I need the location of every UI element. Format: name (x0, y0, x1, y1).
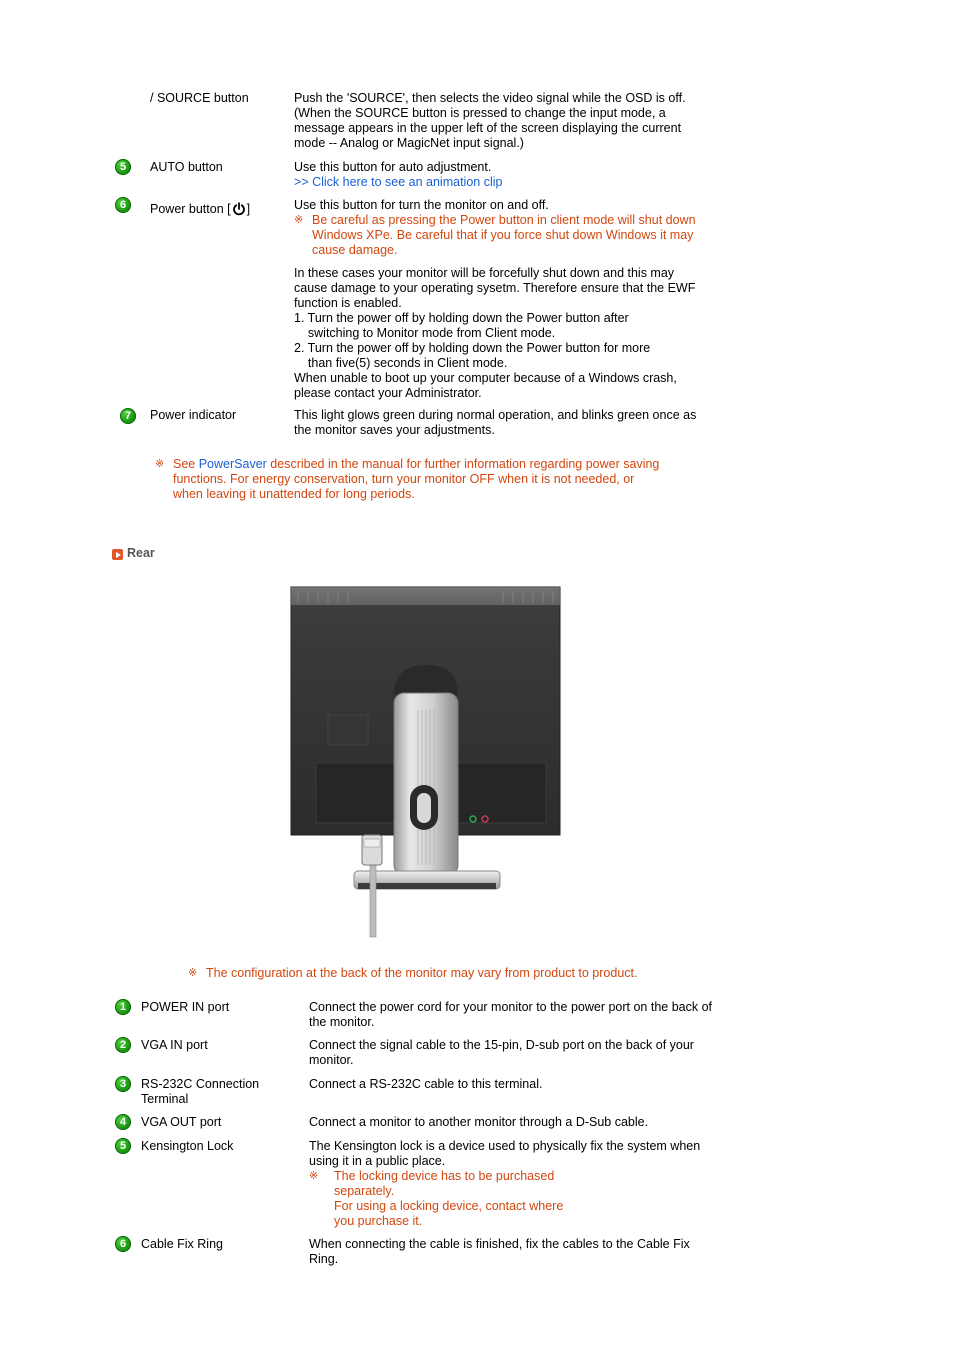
auto-button-label: AUTO button (150, 160, 223, 174)
vga-out-port-desc: Connect a monitor to another monitor through a D-Sub cable. (309, 1115, 649, 1129)
number-badge-4-icon: 4 (115, 1114, 131, 1130)
power-button-warning: ※ Be careful as pressing the Power button in client mode will shut down Windows XPe. Be careful that if you force shut down Windows it may cause damage. (294, 213, 696, 257)
rs232c-terminal-desc: Connect a RS-232C cable to this terminal. (309, 1077, 543, 1091)
power-button-label: Power button [ ] (150, 202, 251, 216)
powersaver-link[interactable]: PowerSaver (198, 457, 267, 471)
cable-fix-ring-label: Cable Fix Ring (141, 1237, 223, 1251)
note-mark-icon: ※ (188, 967, 198, 979)
number-badge-3-icon: 3 (115, 1076, 131, 1092)
source-button-label: / SOURCE button (150, 91, 249, 105)
number-badge-2-icon: 2 (115, 1037, 131, 1053)
vga-out-port-label: VGA OUT port (141, 1115, 222, 1129)
source-button-desc: Push the 'SOURCE', then selects the video signal while the OSD is off. (When the SOURCE button is pressed to change the input mode, a message appears in the upper left of the screen displaying the current mode -- Analog or MagicNet input signal.) (294, 91, 686, 150)
number-badge-1-icon: 1 (115, 999, 131, 1015)
note-mark-icon: ※ (155, 458, 165, 470)
rs232c-terminal-label: RS-232C Connection Terminal (141, 1077, 260, 1106)
power-button-extra: In these cases your monitor will be forcefully shut down and this may cause damage to your operating sysetm. Therefore ensure that the EWF function is enabled. 1. Turn the power off by holding down the Power button after switching to Monitor mode from Client mode. 2. Turn the power off by holding down the Power button for more than five(5) seconds in Client mode. When unable to boot up your computer because of a Windows crash, please contact your Administrator. (294, 266, 696, 400)
power-in-port-desc: Connect the power cord for your monitor to the power port on the back of the monitor. (309, 1000, 712, 1029)
rear-config-note: ※ The configuration at the back of the monitor may vary from product to product. (188, 966, 638, 980)
auto-button-desc: Use this button for auto adjustment. >> Click here to see an animation clip (294, 160, 734, 190)
power-indicator-label: Power indicator (150, 408, 237, 422)
monitor-rear-image (288, 585, 564, 940)
animation-clip-link[interactable]: >> Click here to see an animation clip (294, 175, 503, 189)
kensington-lock-warning: ※ The locking device has to be purchased separately. For using a locking device, contact where you purchase it. (309, 1169, 564, 1228)
vga-in-port-desc: Connect the signal cable to the 15-pin, D-sub port on the back of your monitor. (309, 1038, 694, 1067)
rear-section-title: Rear (127, 546, 155, 560)
kensington-lock-desc: The Kensington lock is a device used to physically fix the system when using it in a public place. (309, 1139, 701, 1168)
cable-fix-ring-desc: When connecting the cable is finished, fix the cables to the Cable Fix Ring. (309, 1237, 690, 1266)
number-badge-5-icon: 5 (115, 159, 131, 175)
number-badge-6-icon: 6 (115, 197, 131, 213)
power-button-desc: Use this button for turn the monitor on and off. (294, 198, 549, 212)
note-mark-icon: ※ (309, 1170, 319, 1182)
section-arrow-icon (112, 549, 123, 560)
powersaver-note: ※ See PowerSaver described in the manual for further information regarding power saving functions. For energy conservation, turn your monitor OFF when it is not needed, or when leaving it unattended for long periods. (155, 457, 660, 501)
vga-in-port-label: VGA IN port (141, 1038, 208, 1052)
note-mark-icon: ※ (294, 214, 304, 226)
number-badge-7-icon: 7 (120, 408, 136, 424)
number-badge-6b-icon: 6 (115, 1236, 131, 1252)
power-indicator-desc: This light glows green during normal operation, and blinks green once as the monitor saves your adjustments. (294, 408, 697, 437)
power-icon (232, 202, 246, 216)
number-badge-5b-icon: 5 (115, 1138, 131, 1154)
kensington-lock-label: Kensington Lock (141, 1139, 234, 1153)
power-in-port-label: POWER IN port (141, 1000, 230, 1014)
